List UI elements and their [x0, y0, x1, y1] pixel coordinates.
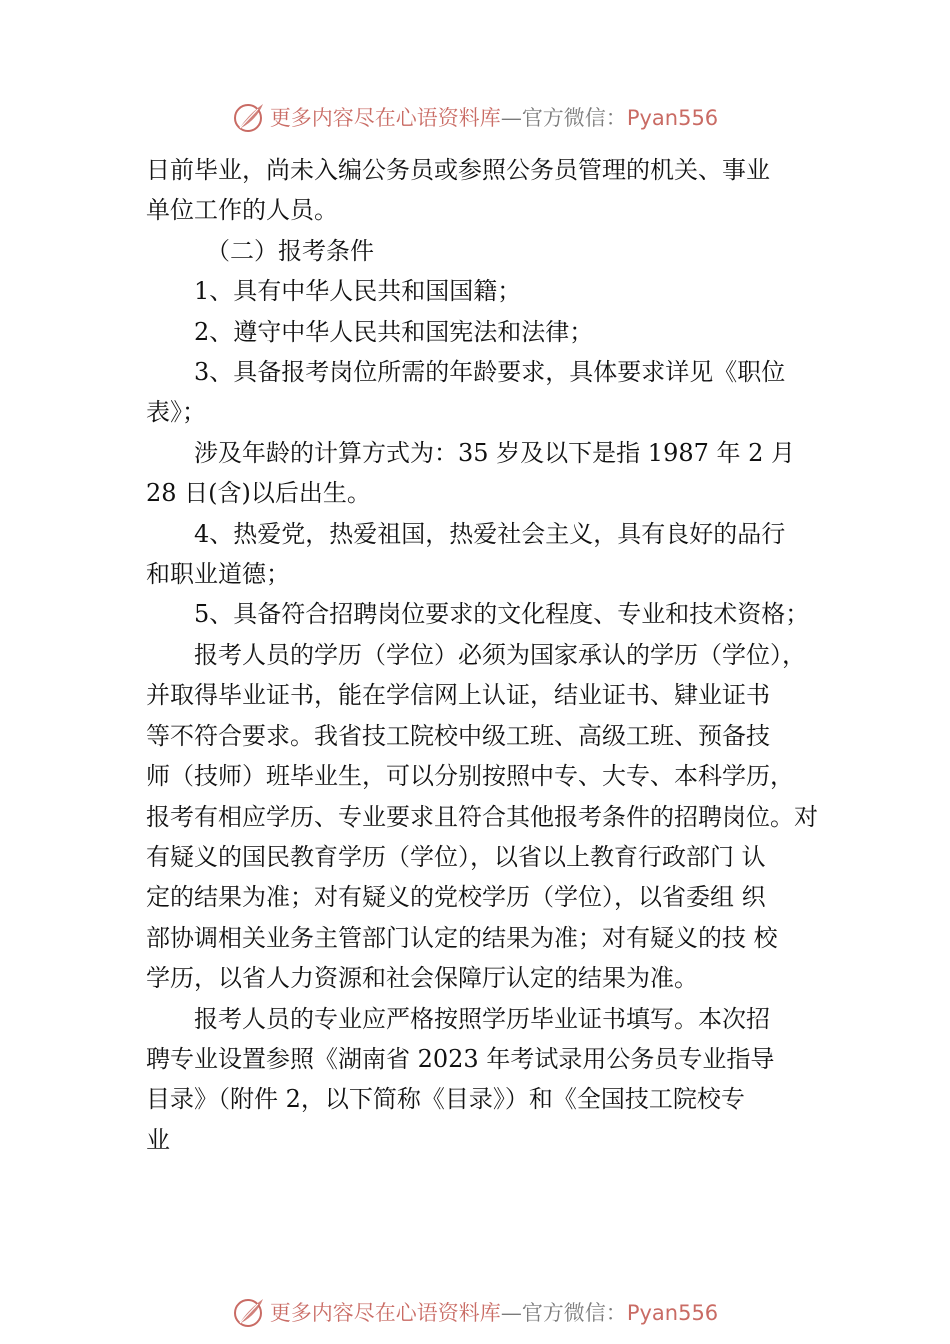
watermark-main-text: 更多内容尽在心语资料库 [269, 106, 501, 130]
text-line: 业 [146, 1125, 170, 1154]
text-line: 师（技师）班毕业生，可以分别按照中专、大专、本科学历， [146, 762, 794, 791]
section-heading: （二）报考条件 [206, 236, 374, 265]
text-line: 定的结果为准；对有疑义的党校学历（学位），以省委组 织 [146, 883, 766, 912]
watermark-main-text: 更多内容尽在心语资料库 [269, 1301, 501, 1325]
text-line: 和职业道德； [146, 560, 290, 589]
text-line: 2、遵守中华人民共和国宪法和法律； [194, 317, 594, 346]
text-line: 5、具备符合招聘岗位要求的文化程度、专业和技术资格； [194, 600, 810, 629]
text-line: 4、热爱党，热爱祖国，热爱社会主义，具有良好的品行 [194, 519, 786, 548]
watermark-separator: — [500, 1301, 522, 1325]
footer-watermark [0, 1295, 950, 1329]
watermark-handle: Pyan556 [626, 1301, 719, 1325]
text-line: 3、具备报考岗位所需的年龄要求，具体要求详见《职位 [194, 358, 786, 387]
watermark-handle: Pyan556 [626, 106, 719, 130]
text-line: 并取得毕业证书，能在学信网上认证，结业证书、肄业证书 [146, 681, 770, 710]
watermark-separator: — [500, 106, 522, 130]
text-line: 学历，以省人力资源和社会保障厅认定的结果为准。 [146, 964, 698, 993]
text-line: 日前毕业，尚未入编公务员或参照公务员管理的机关、事业 [146, 156, 770, 184]
document-body [146, 150, 836, 1160]
text-line: 报考人员的专业应严格按照学历毕业证书填写。本次招 [194, 1004, 770, 1033]
feather-logo-icon [232, 100, 266, 134]
text-line: 涉及年龄的计算方式为：35 岁及以下是指 1987 年 2 月 [194, 438, 796, 467]
text-line: 目录》（附件 2，以下简称《目录》）和《全国技工院校专 [146, 1085, 745, 1114]
text-line: 表》； [146, 398, 206, 427]
text-line: 部协调相关业务主管部门认定的结果为准；对有疑义的技 校 [146, 923, 778, 952]
text-line: 28 日(含)以后出生。 [146, 479, 371, 508]
text-line: 聘专业设置参照《湖南省 2023 年考试录用公务员专业指导 [146, 1044, 775, 1073]
feather-logo-icon [232, 1295, 266, 1329]
text-line: 等不符合要求。我省技工院校中级工班、高级工班、预备技 [146, 721, 770, 750]
text-line: 报考有相应学历、专业要求且符合其他报考条件的招聘岗位。对 [146, 802, 818, 831]
watermark-sub-text: 官方微信： [521, 1301, 627, 1325]
text-line: 单位工作的人员。 [146, 196, 338, 225]
header-watermark [0, 100, 950, 134]
text-line: 报考人员的学历（学位）必须为国家承认的学历（学位）， [194, 640, 806, 669]
text-line: 1、具有中华人民共和国国籍； [194, 277, 522, 306]
text-line: 有疑义的国民教育学历（学位），以省以上教育行政部门 认 [146, 842, 766, 871]
watermark-sub-text: 官方微信： [521, 106, 627, 130]
